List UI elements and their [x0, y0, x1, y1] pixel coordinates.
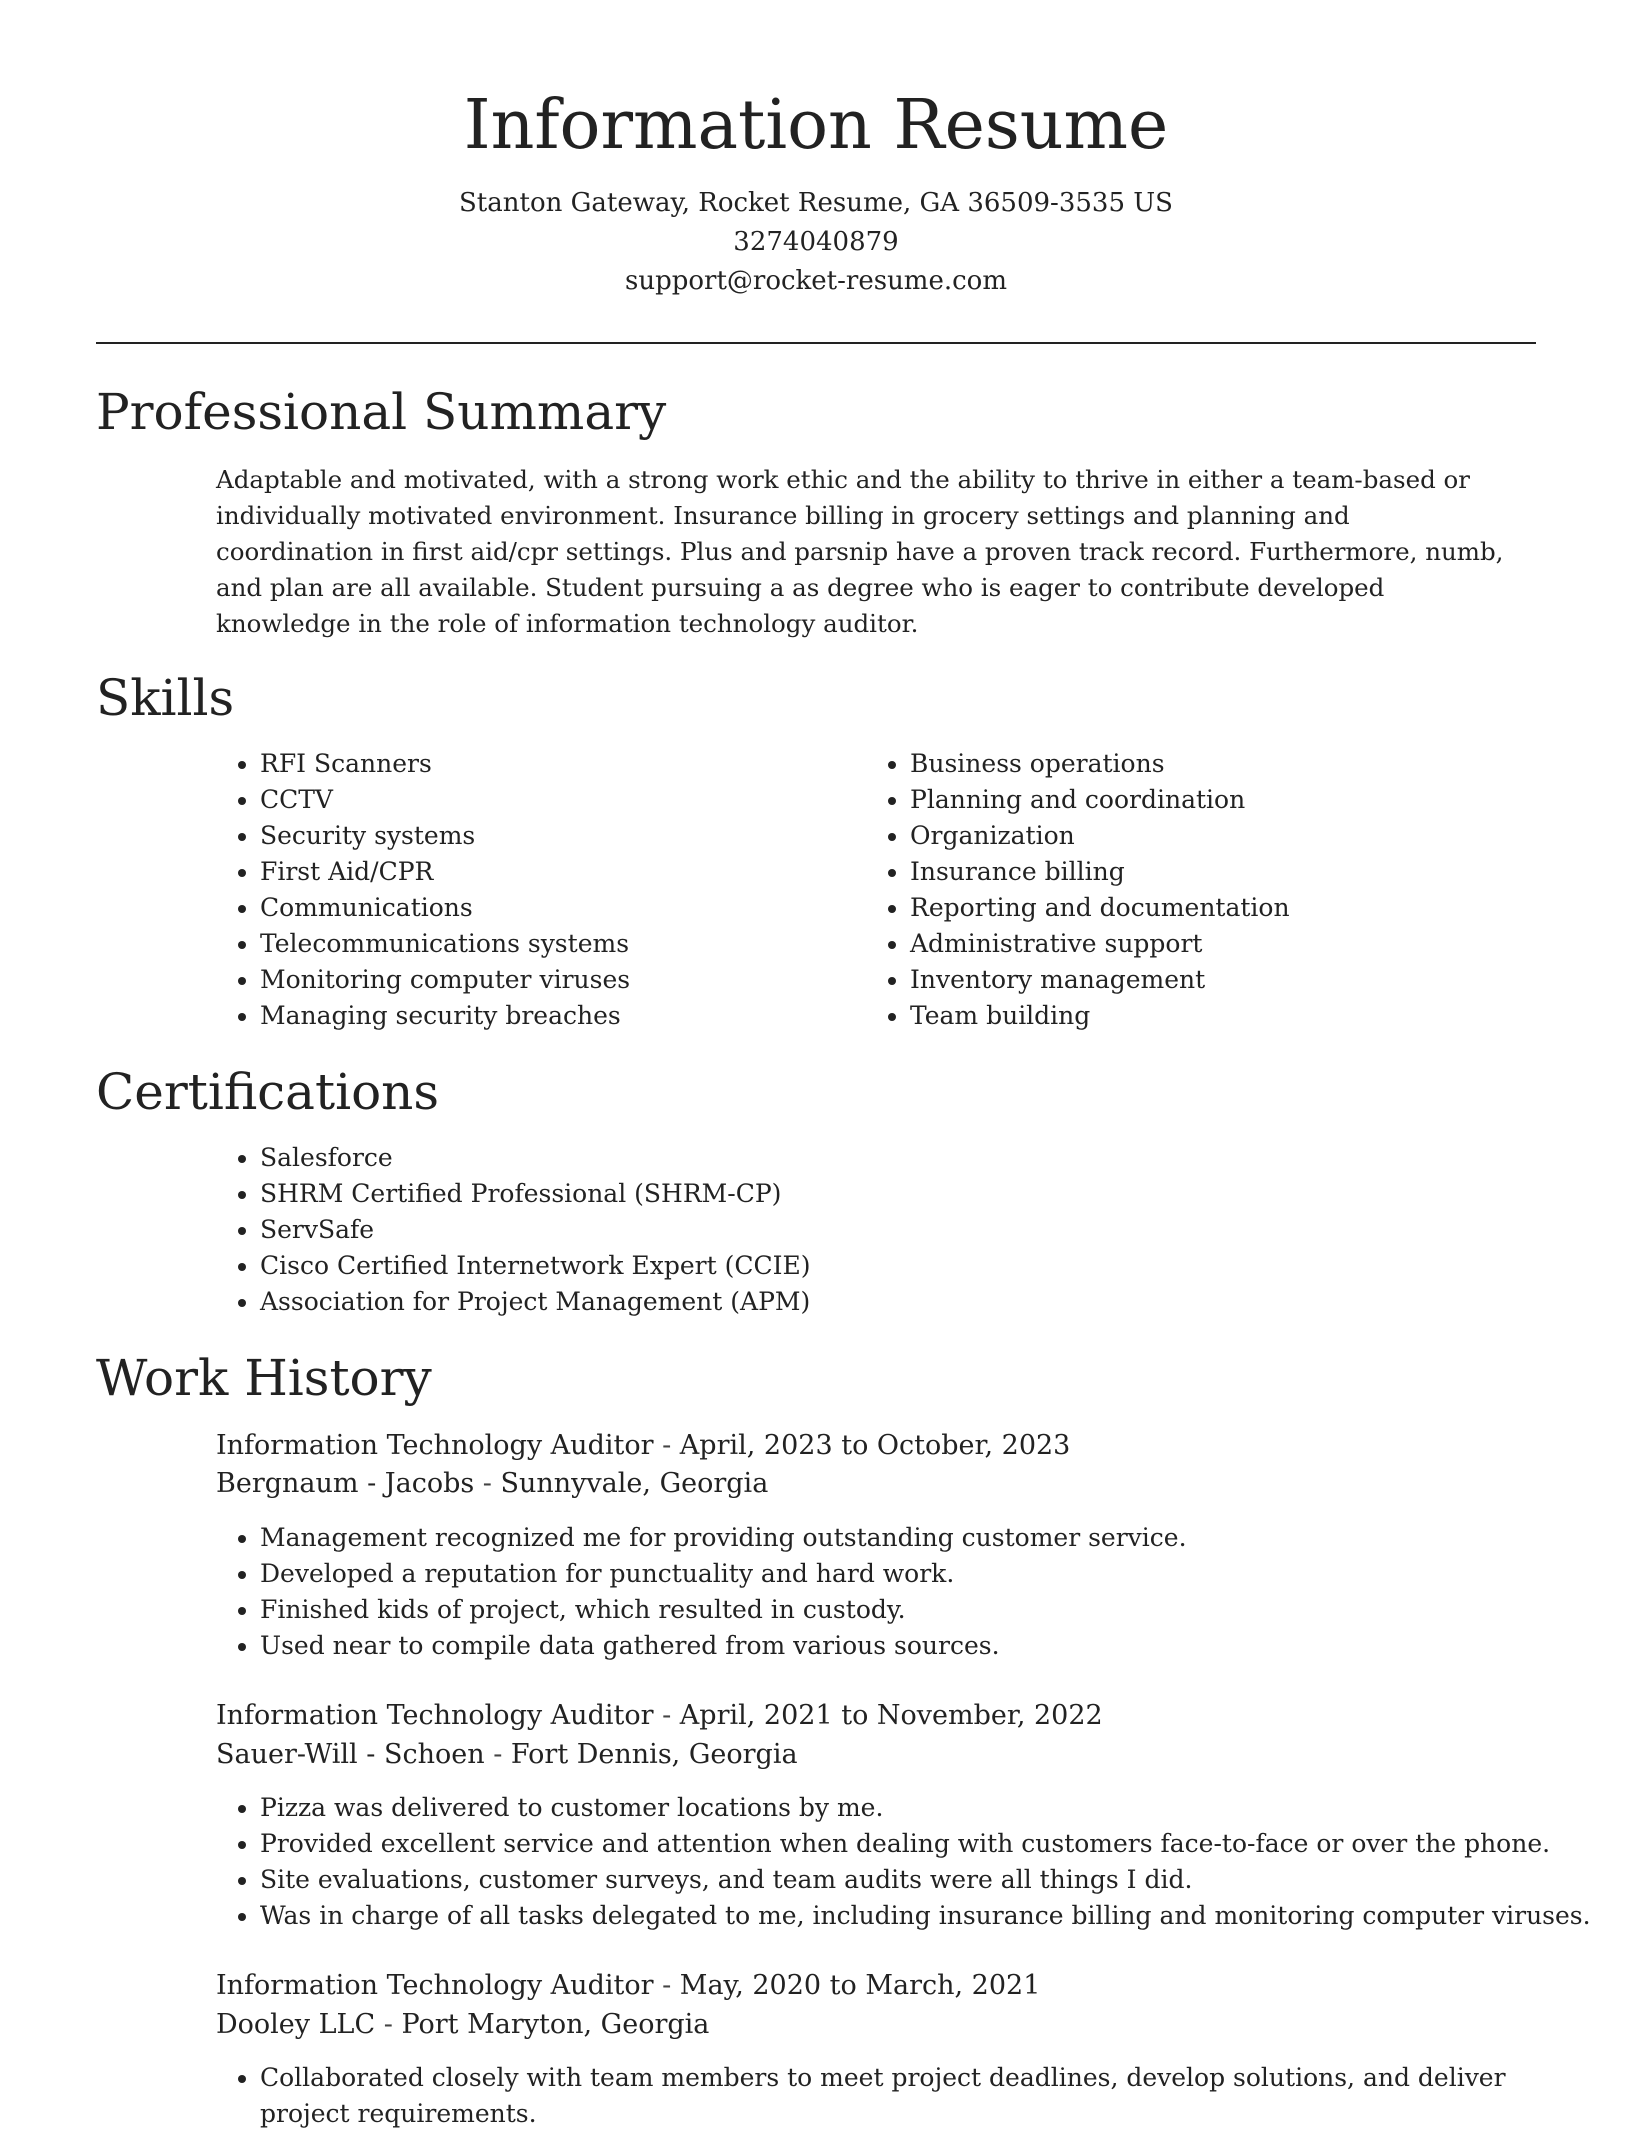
- job-company-line: Dooley LLC - Port Maryton, Georgia: [216, 2009, 710, 2040]
- skill-item: • Managing security breaches: [260, 998, 860, 1034]
- job-company: Dooley LLC: [216, 2009, 376, 2040]
- contact-address: Stanton Gateway, Rocket Resume, GA 36509-3535 US: [459, 188, 1173, 218]
- section-title-certifications: Certifications: [96, 1063, 440, 1121]
- job-location: Sunnyvale, Georgia: [500, 1468, 769, 1499]
- certification-item: • Cisco Certified Internetwork Expert (CCIE): [260, 1248, 1550, 1284]
- job-bullet: • Provided excellent service and attention when dealing with customers face-to-face or over the phone.: [260, 1826, 1600, 1862]
- job-dates: April, 2021 to November, 2022: [679, 1700, 1103, 1731]
- skill-item: • Security systems: [260, 818, 860, 854]
- job-location: Port Maryton, Georgia: [401, 2009, 710, 2040]
- job-bullets: [216, 2060, 1570, 2132]
- job-bullets: [216, 1790, 1600, 1934]
- job-bullet: • Used near to compile data gathered from various sources.: [260, 1628, 1590, 1664]
- certification-item: • ServSafe: [260, 1212, 1550, 1248]
- job-company-line: Sauer-Will - Schoen - Fort Dennis, Georgia: [216, 1739, 798, 1770]
- section-title-summary: Professional Summary: [96, 383, 667, 441]
- skill-item: • Inventory management: [910, 962, 1550, 998]
- job-company: Bergnaum - Jacobs: [216, 1468, 475, 1499]
- skill-item: • Planning and coordination: [910, 782, 1550, 818]
- header-divider: [96, 342, 1536, 344]
- job-title-line: Information Technology Auditor - April, 2021 to November, 2022: [216, 1700, 1103, 1731]
- skills-list-right: [866, 746, 1550, 1034]
- job-title: Information Technology Auditor: [216, 1700, 654, 1731]
- job-dates: April, 2023 to October, 2023: [679, 1430, 1071, 1461]
- job-bullet: • Site evaluations, customer surveys, and team audits were all things I did.: [260, 1862, 1600, 1898]
- contact-phone: 3274040879: [733, 227, 899, 257]
- job-bullet: • Was in charge of all tasks delegated to me, including insurance billing and monitoring computer viruses.: [260, 1898, 1600, 1934]
- job-company-line: Bergnaum - Jacobs - Sunnyvale, Georgia: [216, 1468, 769, 1499]
- skill-item: • Team building: [910, 998, 1550, 1034]
- job-bullet: • Collaborated closely with team members to meet project deadlines, develop solutions, and deliver project requirements.: [260, 2060, 1570, 2132]
- job-bullet: • Management recognized me for providing outstanding customer service.: [260, 1520, 1590, 1556]
- skill-item: • Monitoring computer viruses: [260, 962, 860, 998]
- job-bullets: [216, 1520, 1590, 1664]
- candidate-name: Information Resume: [463, 86, 1169, 165]
- resume-header: [0, 0, 1632, 301]
- section-title-skills: Skills: [96, 669, 235, 727]
- skill-item: • Communications: [260, 890, 860, 926]
- contact-block: [0, 184, 1632, 301]
- certification-item: • Salesforce: [260, 1140, 1550, 1176]
- job-location: Fort Dennis, Georgia: [510, 1739, 798, 1770]
- skills-list-left: [216, 746, 860, 1034]
- summary-text: Adaptable and motivated, with a strong work ethic and the ability to thrive in either a team-based or individually motivated environment. Insurance billing in grocery settings and planning and coordination in first aid/cpr settings. Plus and parsnip have a proven track record. Furthermore, numb, and plan are all available. Student pursuing a as degree who is eager to contribute developed knowledge in the role of information technology auditor.: [216, 465, 1504, 638]
- certifications-list: [216, 1140, 1550, 1320]
- skill-item: • RFI Scanners: [260, 746, 860, 782]
- skill-item: • Organization: [910, 818, 1550, 854]
- job-bullet: • Finished kids of project, which resulted in custody.: [260, 1592, 1590, 1628]
- skill-item: • Insurance billing: [910, 854, 1550, 890]
- job-bullet: • Developed a reputation for punctuality and hard work.: [260, 1556, 1590, 1592]
- skill-item: • Business operations: [910, 746, 1550, 782]
- section-title-work-history: Work History: [96, 1349, 432, 1407]
- skill-item: • First Aid/CPR: [260, 854, 860, 890]
- job-company: Sauer-Will - Schoen: [216, 1739, 485, 1770]
- skill-item: • CCTV: [260, 782, 860, 818]
- skill-item: • Telecommunications systems: [260, 926, 860, 962]
- job-title: Information Technology Auditor: [216, 1970, 654, 2001]
- certification-item: • Association for Project Management (APM): [260, 1284, 1550, 1320]
- job-title-line: Information Technology Auditor - May, 2020 to March, 2021: [216, 1970, 1041, 2001]
- certification-item: • SHRM Certified Professional (SHRM-CP): [260, 1176, 1550, 1212]
- job-bullet: • Pizza was delivered to customer locations by me.: [260, 1790, 1600, 1826]
- job-title-line: Information Technology Auditor - April, 2023 to October, 2023: [216, 1430, 1071, 1461]
- contact-email: support@rocket-resume.com: [624, 266, 1007, 296]
- skill-item: • Administrative support: [910, 926, 1550, 962]
- job-dates: May, 2020 to March, 2021: [679, 1970, 1041, 2001]
- skill-item: • Reporting and documentation: [910, 890, 1550, 926]
- job-title: Information Technology Auditor: [216, 1430, 654, 1461]
